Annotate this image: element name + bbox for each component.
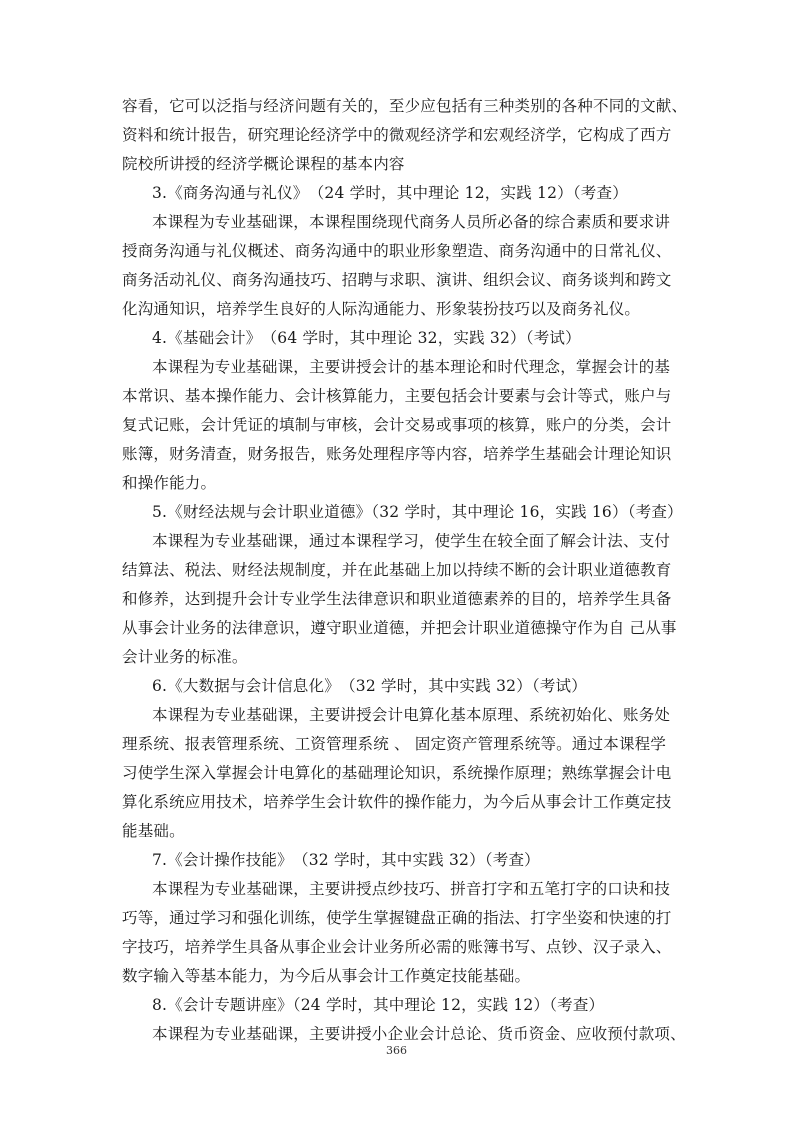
text-line: 本课程为专业基础课，主要讲授点纱技巧、拼音打字和五笔打字的口诀和技	[152, 880, 671, 898]
text-line: 复式记账，会计凭证的填制与审核，会计交易或事项的核算，账户的分类，会计	[122, 416, 672, 434]
course-heading: 6.《大数据与会计信息化》 （32 学时，其中实践 32）（考试）	[152, 677, 587, 695]
text-line: 本课程为专业基础课，通过本课程学习，使学生在较全面了解会计法、支付	[152, 532, 671, 550]
text-line: 本课程为专业基础课，主要讲授小企业会计总论、货币资金、应收预付款项、	[152, 1025, 686, 1043]
course-section-5	[122, 498, 683, 672]
text-line: 本课程为专业基础课，主要讲授会计的基本理论和时代理念，掌握会计的基	[152, 358, 671, 376]
course-heading: 5.《财经法规与会计职业道德》（32 学时，其中理论 16，实践 16）（考查）	[152, 503, 683, 521]
text-line: 数字输入等基本能力，为今后从事会计工作奠定技能基础。	[122, 967, 531, 985]
text-line: 会计业务的标准。	[122, 648, 248, 666]
text-line: 本课程为专业基础课，本课程围绕现代商务人员所必备的综合素质和要求讲	[152, 213, 671, 231]
text-line: 结算法、税法、财经法规制度，并在此基础上加以持续不断的会计职业道德教育	[122, 561, 672, 579]
course-section-8	[122, 991, 686, 1049]
text-line: 容看，它可以泛指与经济问题有关的，至少应包括有三种类别的各种不同的文献、	[122, 97, 688, 115]
text-line: 商务活动礼仪、商务沟通技巧、招聘与求职、演讲、组织会议、商务谈判和跨文	[122, 271, 672, 289]
course-heading: 8.《会计专题讲座》（24 学时，其中理论 12，实践 12）（考查）	[152, 996, 605, 1014]
text-line: 算化系统应用技术，培养学生会计软件的操作能力，为今后从事会计工作奠定技	[122, 793, 672, 811]
course-heading: 3.《商务沟通与礼仪》 （24 学时，其中理论 12，实践 12）（考查）	[152, 184, 628, 202]
text-line: 理系统、报表管理系统、工资管理系统 、 固定资产管理系统等。通过本课程学	[122, 735, 667, 753]
page-body	[122, 92, 688, 1049]
text-line: 能基础。	[122, 822, 185, 840]
course-section-6	[122, 672, 672, 846]
text-line: 和修养，达到提升会计专业学生法律意识和职业道德素养的目的，培养学生具备	[122, 590, 672, 608]
intro-paragraph	[122, 92, 688, 179]
text-line: 本常识、基本操作能力、会计核算能力，主要包括会计要素与会计等式，账户与	[122, 387, 672, 405]
text-line: 巧等，通过学习和强化训练，使学生掌握键盘正确的指法、打字坐姿和快速的打	[122, 909, 672, 927]
text-line: 资料和统计报告，研究理论经济学中的微观经济学和宏观经济学，它构成了西方	[122, 126, 672, 144]
course-heading: 4.《基础会计》 （64 学时，其中理论 32，实践 32）（考试）	[152, 329, 581, 347]
text-line: 授商务沟通与礼仪概述、商务沟通中的职业形象塑造、商务沟通中的日常礼仪、	[122, 242, 672, 260]
text-line: 字技巧，培养学生具备从事企业会计业务所必需的账簿书写、点钞、汉子录入、	[122, 938, 672, 956]
text-line: 和操作能力。	[122, 474, 217, 492]
text-line: 账簿，财务清查，财务报告，账务处理程序等内容，培养学生基础会计理论知识	[122, 445, 672, 463]
course-section-3	[122, 179, 672, 324]
text-line: 从事会计业务的法律意识，遵守职业道德，并把会计职业道德操守作为自 己从事	[122, 619, 677, 637]
text-line: 本课程为专业基础课，主要讲授会计电算化基本原理、系统初始化、账务处	[152, 706, 671, 724]
text-line: 院校所讲授的经济学概论课程的基本内容	[122, 155, 405, 173]
text-line: 习使学生深入掌握会计电算化的基础理论知识，系统操作原理；熟练掌握会计电	[122, 764, 672, 782]
course-heading: 7.《会计操作技能》 （32 学时，其中实践 32）（考查）	[152, 851, 540, 869]
page-number: 366	[386, 1044, 407, 1057]
course-section-7	[122, 846, 672, 991]
course-section-4	[122, 324, 672, 498]
text-line: 化沟通知识，培养学生良好的人际沟通能力、形象装扮技巧以及商务礼仪。	[122, 300, 641, 318]
